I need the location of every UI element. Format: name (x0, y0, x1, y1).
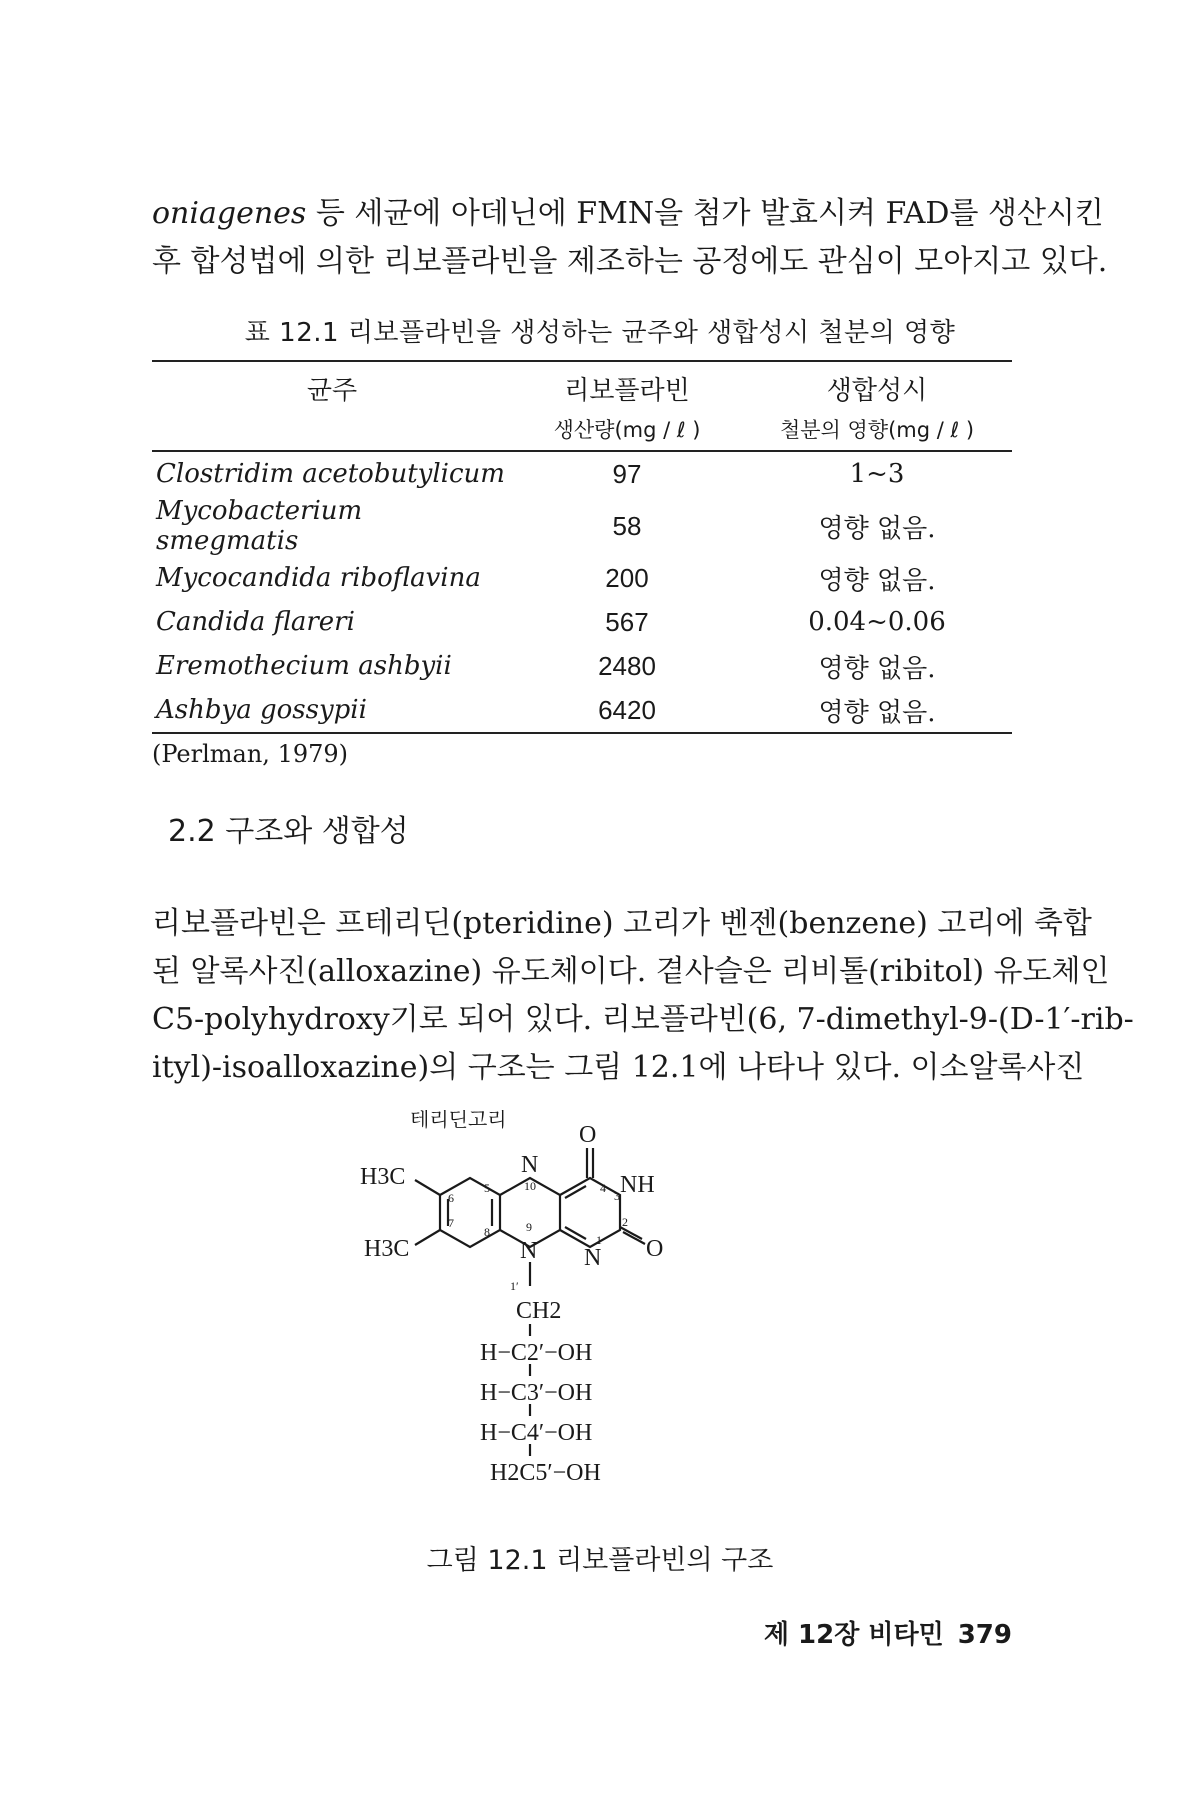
ring-locants (448, 1179, 628, 1293)
strain-name: Ashbya gossypii (152, 688, 512, 733)
strain-name: Clostridim acetobutylicum (156, 459, 505, 489)
atom-methyl-b: H3C (364, 1236, 410, 1262)
page-number: 379 (957, 1620, 1012, 1650)
atom-nh: NH (620, 1172, 655, 1198)
header-strain: 균주 (152, 361, 512, 408)
locant-3: 3 (614, 1189, 620, 1203)
riboflavin-structure-figure (350, 1110, 800, 1530)
locant-5: 5 (484, 1181, 490, 1195)
table-row (152, 556, 1012, 600)
atom-labels (360, 1122, 663, 1486)
yield-value: 2480 (598, 650, 656, 681)
iron-effect: 영향 없음. (818, 653, 936, 684)
atom-n10: N (521, 1152, 539, 1178)
header-biosynthesis: 생합성시 (742, 361, 1012, 408)
table-row (152, 496, 1012, 556)
strain-table (152, 360, 1012, 734)
riboflavin-structure-diagram (350, 1110, 800, 1530)
locant-10: 10 (524, 1179, 536, 1193)
ring-name-label: 테리딘고리 (410, 1110, 507, 1131)
intro-line-1-text: 등 세균에 아데닌에 FMN을 첨가 발효시켜 FAD를 생산시킨 (306, 196, 1104, 231)
strain-name: Mycocandida riboflavina (156, 563, 481, 593)
structure-paragraph (152, 900, 1134, 1092)
genus-fragment: oniagenes (152, 196, 307, 231)
locant-7: 7 (448, 1216, 454, 1230)
yield-value: 58 (612, 510, 642, 541)
body-line-1: 리보플라빈은 프테리딘(pteridine) 고리가 벤젠(benzene) 고리에 축합 (152, 906, 1092, 941)
header-riboflavin: 리보플라빈 (512, 361, 742, 408)
table-row (152, 451, 1012, 496)
atom-methyl-a: H3C (360, 1164, 406, 1190)
header-blank (152, 408, 512, 451)
atom-o-top: O (579, 1122, 597, 1148)
body-line-3: C5-polyhydroxy기로 되어 있다. 리보플라빈(6, 7-dimethyl-9-(D-1′-rib- (152, 1002, 1134, 1037)
atom-n-lower: N (520, 1238, 538, 1264)
table-row (152, 644, 1012, 688)
atom-o-right: O (646, 1236, 664, 1262)
yield-value: 6420 (512, 688, 742, 733)
atom-c5: H2C5′−OH (490, 1460, 601, 1486)
yield-value: 97 (612, 458, 642, 489)
table-row (152, 688, 1012, 733)
iron-effect: 영향 없음. (742, 688, 1012, 733)
figure-caption: 그림 12.1 리보플라빈의 구조 (426, 1545, 774, 1576)
strain-name: Mycobacterium smegmatis (156, 496, 363, 556)
yield-value: 567 (605, 606, 649, 637)
iron-effect: 영향 없음. (818, 513, 936, 544)
atom-n1: N (584, 1245, 602, 1271)
running-footer (750, 1614, 1012, 1651)
atom-ch2: CH2 (516, 1298, 562, 1324)
table-row (152, 600, 1012, 644)
locant-9: 9 (526, 1220, 532, 1234)
locant-2: 2 (622, 1215, 628, 1229)
iron-effect: 1~3 (849, 459, 905, 489)
header-yield-unit: 생산량(mg / ℓ ) (512, 408, 742, 451)
atom-c4: H−C4′−OH (480, 1420, 593, 1446)
body-line-4: ityl)-isoalloxazine)의 구조는 그림 12.1에 나타나 있다. 이소알록사진 (152, 1050, 1085, 1085)
body-line-2: 된 알록사진(alloxazine) 유도체이다. 곁사슬은 리비톨(ribitol) 유도체인 (152, 954, 1110, 989)
iron-effect: 영향 없음. (818, 565, 936, 596)
iron-effect: 0.04~0.06 (808, 607, 946, 637)
locant-1: 1 (596, 1233, 602, 1247)
yield-value: 200 (605, 562, 649, 593)
intro-line-2: 후 합성법에 의한 리보플라빈을 제조하는 공정에도 관심이 모아지고 있다. (152, 244, 1108, 279)
intro-line-1 (152, 190, 1104, 238)
strain-name: Eremothecium ashbyii (156, 651, 452, 681)
header-iron-unit: 철분의 영향(mg / ℓ ) (742, 408, 1012, 451)
strain-name: Candida flareri (156, 607, 355, 637)
atom-c2: H−C2′−OH (480, 1340, 593, 1366)
intro-paragraph (152, 190, 1108, 286)
table-caption: 표 12.1 리보플라빈을 생성하는 균주와 생합성시 철분의 영향 (244, 318, 956, 348)
chapter-label: 제 12장 비타민 (763, 1620, 944, 1650)
atom-c3: H−C3′−OH (480, 1380, 593, 1406)
locant-4: 4 (600, 1181, 606, 1195)
section-heading: 2.2 구조와 생합성 (168, 814, 409, 849)
table-source: (Perlman, 1979) (152, 740, 349, 768)
locant-1-prime: 1′ (510, 1279, 519, 1293)
locant-8: 8 (484, 1225, 490, 1239)
locant-6: 6 (448, 1191, 454, 1205)
